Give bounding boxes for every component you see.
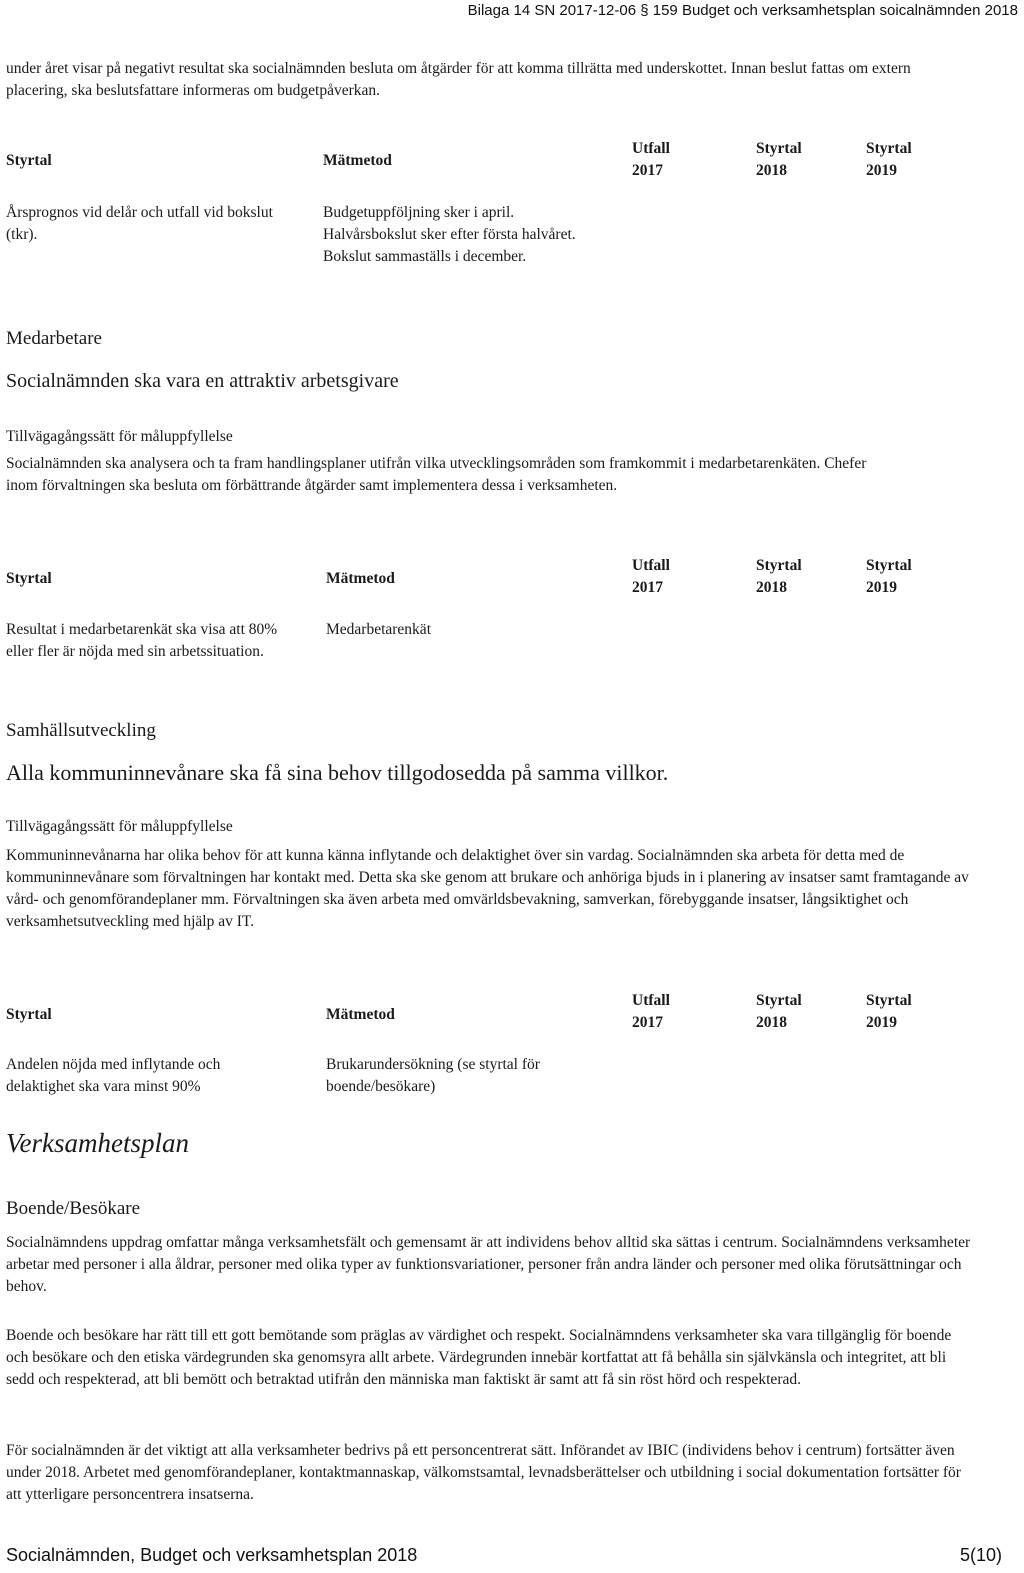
intro-paragraph: under året visar på negativt resultat ska socialnämnden besluta om åtgärder för att komma tillrätta med underskottet. Innan beslut fattas om extern placering, ska beslutsfattare informeras om budgetpåverkan.	[6, 60, 911, 99]
section-heading-medarbetare: Medarbetare	[6, 328, 102, 349]
col-header-matmetod: Mätmetod	[323, 152, 392, 169]
section-heading-samhallsutveckling: Samhällsutveckling	[6, 720, 156, 741]
col-header-styrtal-2019: Styrtal 2019	[866, 557, 912, 596]
subheading-boende-besokare: Boende/Besökare	[6, 1198, 141, 1219]
col-header-matmetod: Mätmetod	[326, 570, 395, 587]
goal-heading: Socialnämnden ska vara en attraktiv arbetsgivare	[6, 370, 399, 392]
col-header-styrtal: Styrtal	[6, 152, 52, 169]
section-heading-verksamhetsplan: Verksamhetsplan	[6, 1128, 189, 1158]
table-cell-styrtal: Andelen nöjda med inflytande och delaktighet ska vara minst 90%	[6, 1056, 221, 1095]
table-cell-matmetod: Budgetuppföljning sker i april. Halvårsbokslut sker efter första halvåret. Bokslut sammaställs i december.	[323, 204, 576, 265]
col-header-styrtal-2019: Styrtal 2019	[866, 140, 912, 179]
col-header-styrtal: Styrtal	[6, 1006, 52, 1023]
col-header-styrtal-2018: Styrtal 2018	[756, 557, 802, 596]
method-heading: Tillvägagångssätt för måluppfyllelse	[6, 428, 233, 445]
method-paragraph: Kommuninnevånarna har olika behov för att kunna känna inflytande och delaktighet över sin vardag. Socialnämnden ska arbeta för detta med de kommuninnevånare som förvaltningen har kontakt med. Detta ska ske genom att brukare och anhöriga bjuds in i planering av insatser samt framtagande av vård- och genomförandeplaner mm. Förvaltningen ska även arbeta med omvärldsbevakning, samverkan, förebyggande insatser, långsiktighet och verksamhetsutveckling med hjälp av IT.	[6, 847, 969, 930]
paragraph-1: Socialnämndens uppdrag omfattar många verksamhetsfält och gemensamt är att individens behov alltid ska sättas i centrum. Socialnämndens verksamheter arbetar med personer i alla åldrar, personer med olika typer av funktionsvariationer, personer från andra länder och personer med olika förutsättningar och behov.	[6, 1234, 971, 1295]
col-header-utfall: Utfall 2017	[632, 992, 670, 1031]
col-header-styrtal-2018: Styrtal 2018	[756, 992, 802, 1031]
paragraph-3: För socialnämnden är det viktigt att alla verksamheter bedrivs på ett personcentrerat sätt. Införandet av IBIC (individens behov i centrum) fortsätter även under 2018. Arbetet med genomförandeplaner, kontaktmannaskap, välkomstsamtal, levnadsberättelser och utbildning i social dokumentation fortsätter för att ytterligare personcentrera insatserna.	[6, 1442, 961, 1503]
method-heading: Tillvägagångssätt för måluppfyllelse	[6, 818, 233, 835]
col-header-utfall: Utfall 2017	[632, 557, 670, 596]
footer-title: Socialnämnden, Budget och verksamhetsplan 2018	[6, 1545, 418, 1565]
col-header-styrtal-2018: Styrtal 2018	[756, 140, 802, 179]
table-cell-matmetod: Brukarundersökning (se styrtal för boende/besökare)	[326, 1056, 540, 1095]
table-cell-matmetod: Medarbetarenkät	[326, 621, 431, 638]
page-header: Bilaga 14 SN 2017-12-06 § 159 Budget och verksamhetsplan soicalnämnden 2018	[467, 2, 1018, 19]
col-header-styrtal-2019: Styrtal 2019	[866, 992, 912, 1031]
table-cell-styrtal: Resultat i medarbetarenkät ska visa att 80% eller fler är nöjda med sin arbetssituation.	[6, 621, 278, 660]
method-paragraph: Socialnämnden ska analysera och ta fram handlingsplaner utifrån vilka utvecklingsområden som framkommit i medarbetarenkäten. Chefer inom förvaltningen ska besluta om förbättrande åtgärder samt implementera dessa i verksamheten.	[6, 455, 867, 494]
page-number: 5(10)	[959, 1545, 1002, 1565]
col-header-styrtal: Styrtal	[6, 570, 52, 587]
goal-heading: Alla kommuninnevånare ska få sina behov tillgodosedda på samma villkor.	[6, 760, 669, 785]
paragraph-2: Boende och besökare har rätt till ett gott bemötande som präglas av värdighet och respekt. Socialnämndens verksamheter ska vara tillgänglig för boende och besökare och den etiska värdegrunden ska genomsyra allt arbete. Värdegrunden innebär kortfattat att få behålla sin självkänsla och integritet, att bli sedd och respekterad, att bli bemött och betraktad utifrån den människa man faktiskt är samt att få sin röst hörd och respekterad.	[6, 1327, 952, 1388]
table-cell-styrtal: Årsprognos vid delår och utfall vid bokslut (tkr).	[6, 204, 273, 243]
col-header-utfall: Utfall 2017	[632, 140, 670, 179]
col-header-matmetod: Mätmetod	[326, 1006, 395, 1023]
